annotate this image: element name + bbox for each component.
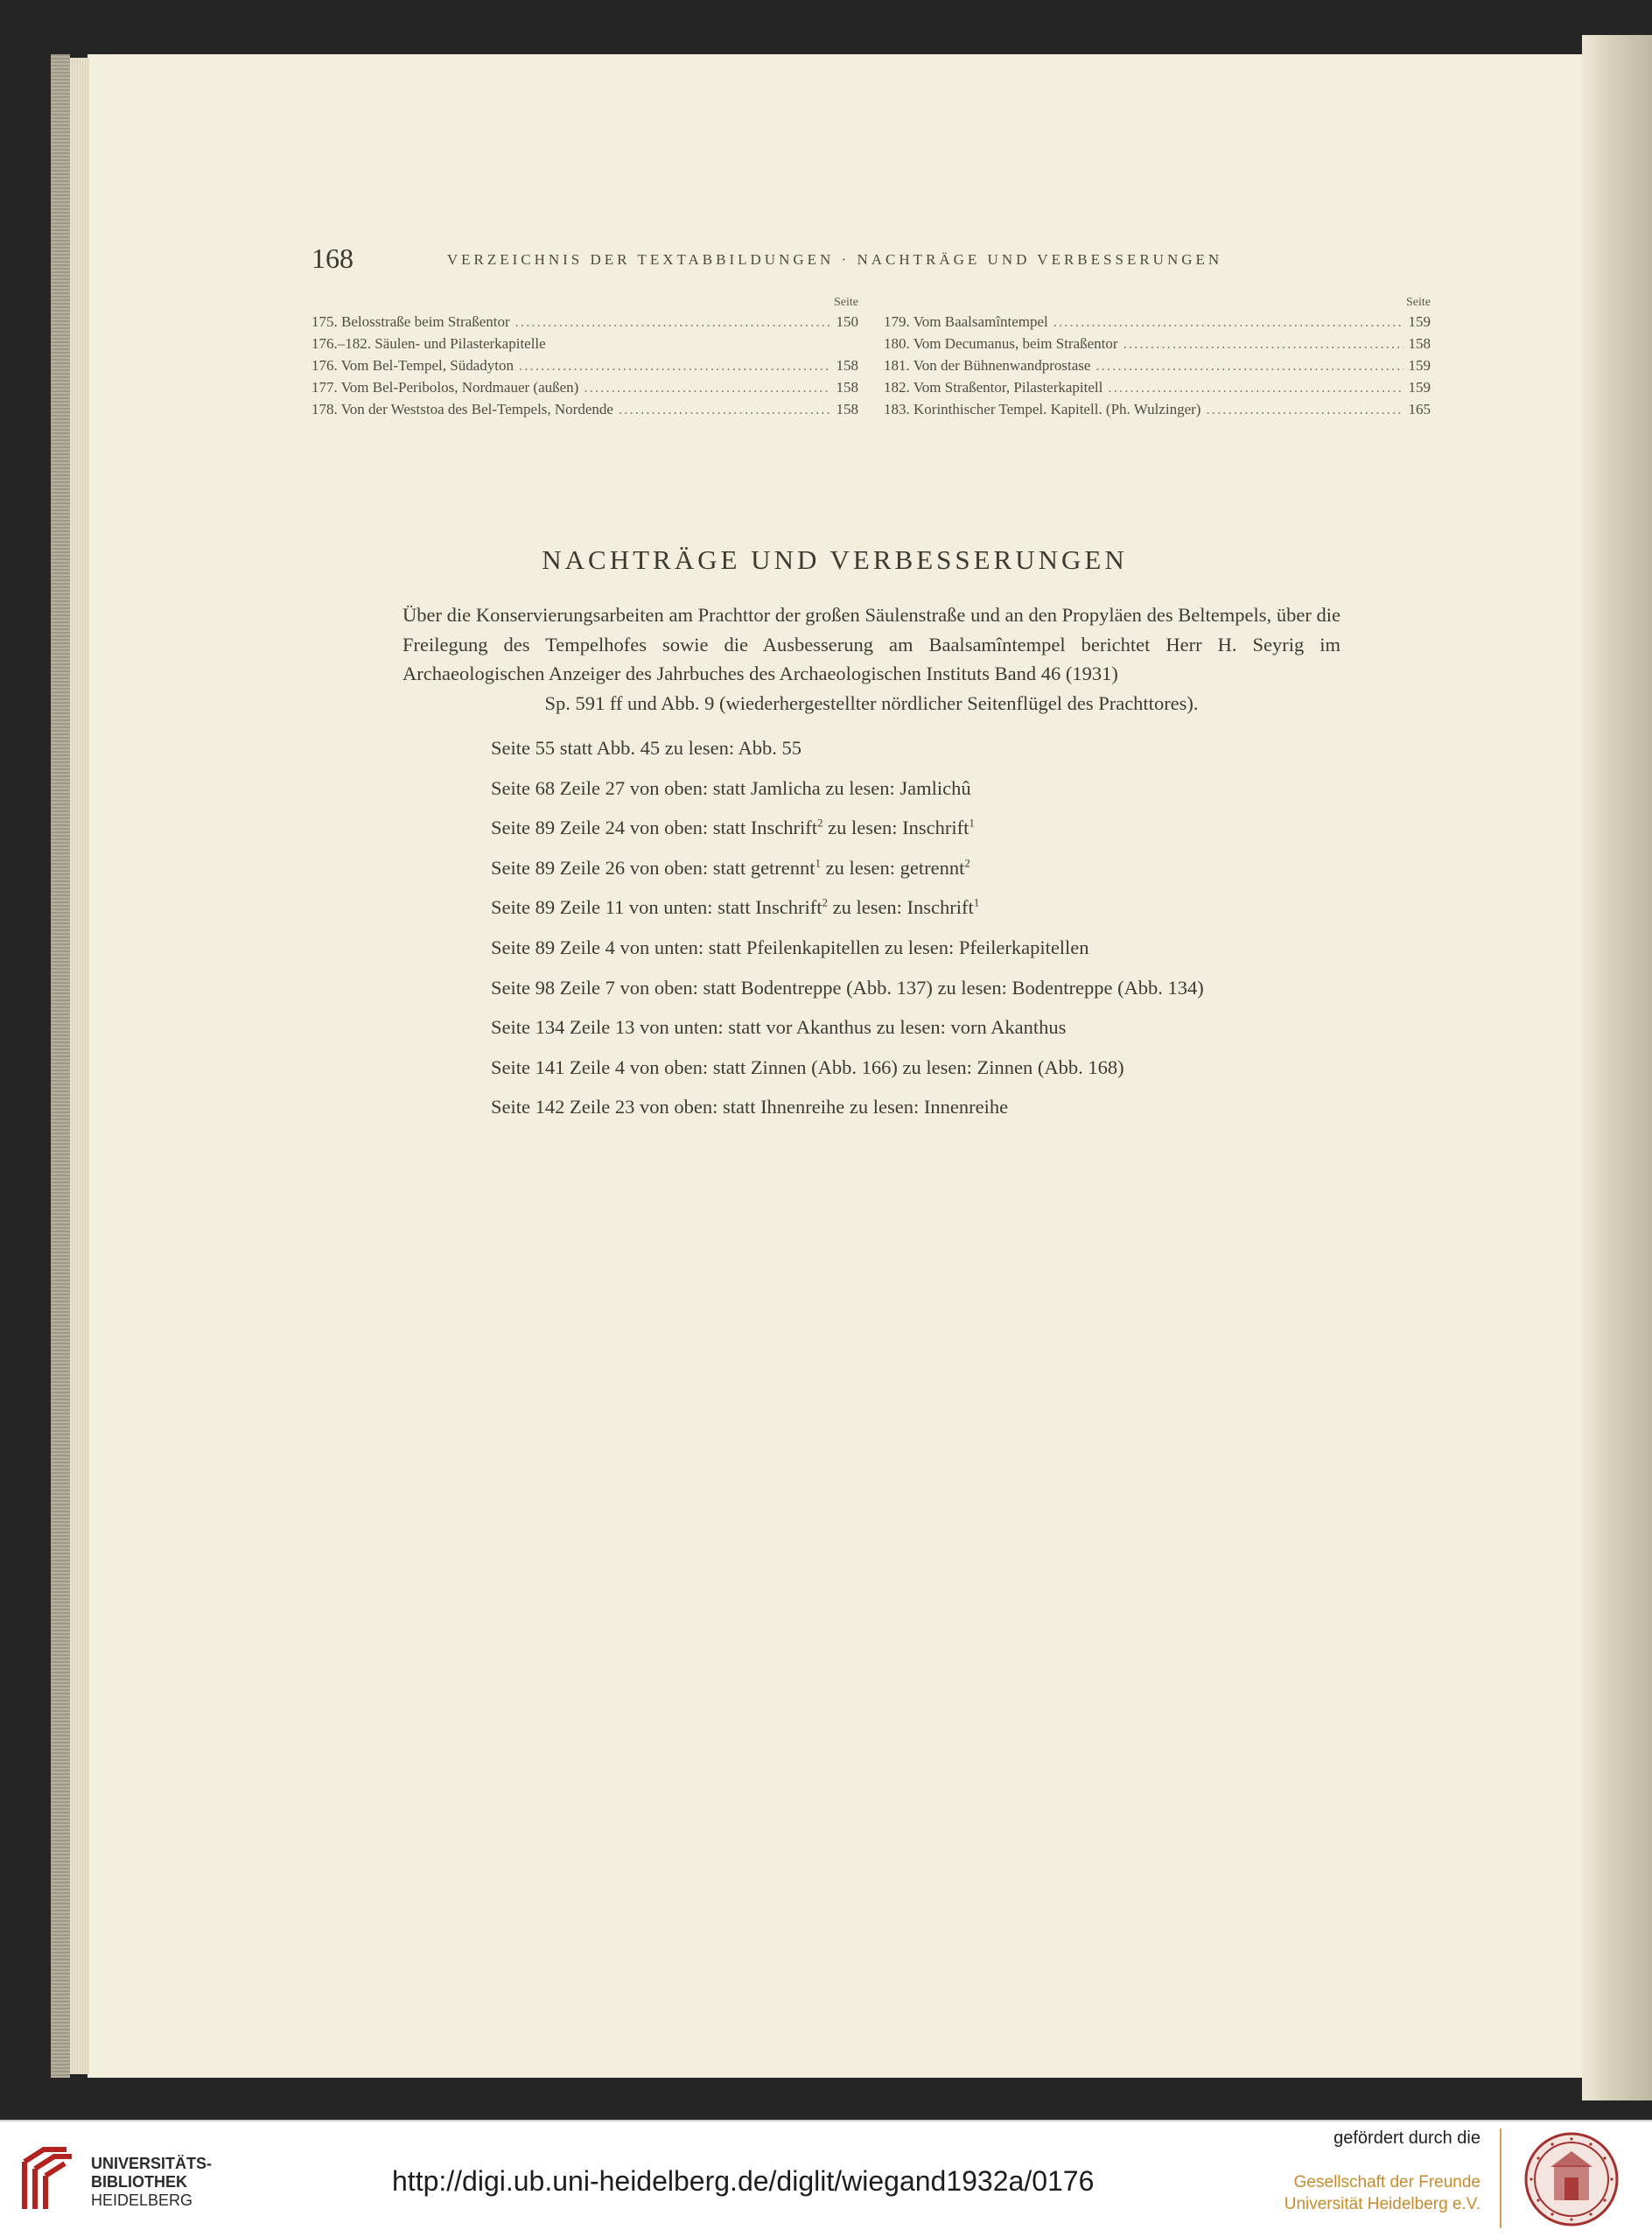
figure-entry: 176. Vom Bel-Tempel, Südadyton ..... 158 <box>312 357 858 379</box>
university-seal-icon[interactable] <box>1524 2132 1619 2226</box>
ub-heidelberg-logo-icon[interactable] <box>18 2144 79 2214</box>
figure-list-right <box>884 296 1431 423</box>
intro-last-line: Sp. 591 ff und Abb. 9 (wiederhergestellter nördlicher Seitenflügel des Prachttores). <box>544 691 1199 714</box>
figure-entry: 175. Belosstraße beim Straßentor ..... 150 <box>312 313 858 335</box>
sponsor-block[interactable] <box>1284 2128 1480 2215</box>
correction-item: Seite 68 Zeile 27 von oben: statt Jamlicha zu lesen: Jamlichû <box>491 776 971 799</box>
correction-item: Seite 89 Zeile 4 von unten: statt Pfeilenkapitellen zu lesen: Pfeilerkapitellen <box>491 936 1089 958</box>
sponsor-divider <box>1500 2128 1502 2228</box>
library-name[interactable]: UNIVERSITÄTS- BIBLIOTHEK HEIDELBERG <box>91 2155 213 2209</box>
correction-item: Seite 98 Zeile 7 von oben: statt Bodentreppe (Abb. 137) zu lesen: Bodentreppe (Abb. 134) <box>491 976 1204 999</box>
footer-divider <box>0 2120 1652 2121</box>
page-stack-left <box>70 58 89 2074</box>
figure-entry: 181. Von der Bühnenwandprostase ..... 159 <box>884 357 1431 379</box>
correction-item: Seite 89 Zeile 26 von oben: statt getrennt$^1$ zu lesen: getrennt$^2$ <box>491 856 970 879</box>
seite-column-label: Seite <box>1406 296 1431 309</box>
figure-entry: 179. Vom Baalsamîntempel ..... 159 <box>884 313 1431 335</box>
figure-list-left <box>312 296 858 423</box>
digitization-footer <box>0 2120 1652 2237</box>
section-heading: NACHTRÄGE UND VERBESSERUNGEN <box>542 544 1128 575</box>
correction-item: Seite 141 Zeile 4 von oben: statt Zinnen (Abb. 166) zu lesen: Zinnen (Abb. 168) <box>491 1055 1124 1078</box>
intro-paragraph <box>402 600 1340 718</box>
corrections-list <box>491 735 1366 1134</box>
seite-column-label: Seite <box>834 296 858 309</box>
figure-entry: 177. Vom Bel-Peribolos, Nordmauer (außen) ..... 158 <box>312 379 858 401</box>
figure-entry: 182. Vom Straßentor, Pilasterkapitell ..... 159 <box>884 379 1431 401</box>
page-stack-right <box>1582 35 1652 2100</box>
correction-item: Seite 89 Zeile 24 von oben: statt Inschrift$^2$ zu lesen: Inschrift$^1$ <box>491 816 975 839</box>
intro-text: Über die Konservierungsarbeiten am Prachttor der großen Säulenstraße und an den Propyläen des Beltempels, über die Freilegung des Tempelhofes sowie die Ausbesserung am Baalsamîntempel berichtet Herr H. Seyrig im Archaeologischen Anzeiger des Jahrbuches des Archaeologischen Instituts Band 46 (1931) <box>402 604 1340 684</box>
sponsor-name-line1: Gesellschaft der Freunde <box>1293 2173 1480 2191</box>
figure-entry: 183. Korinthischer Tempel. Kapitell. (Ph. Wulzinger) ..... 165 <box>884 401 1431 423</box>
sponsor-name-line2: Universität Heidelberg e.V. <box>1284 2195 1480 2213</box>
sponsor-by: gefördert durch die <box>1334 2128 1480 2148</box>
book-cover-edge <box>51 54 70 2078</box>
correction-item: Seite 142 Zeile 23 von oben: statt Ihnenreihe zu lesen: Innenreihe <box>491 1096 1009 1118</box>
correction-item: Seite 89 Zeile 11 von unten: statt Inschrift$^2$ zu lesen: Inschrift$^1$ <box>491 895 980 919</box>
figure-entry: 180. Vom Decumanus, beim Straßentor ..... 158 <box>884 335 1431 357</box>
correction-item: Seite 55 statt Abb. 45 zu lesen: Abb. 55 <box>491 737 802 759</box>
permalink-url[interactable]: http://digi.ub.uni-heidelberg.de/diglit/wiegand1932a/0176 <box>392 2165 1095 2197</box>
correction-item: Seite 134 Zeile 13 von unten: statt vor Akanthus zu lesen: vorn Akanthus <box>491 1016 1067 1039</box>
figure-entry: 176.–182. Säulen- und Pilasterkapitelle <box>312 335 546 352</box>
running-head-title: VERZEICHNIS DER TEXTABBILDUNGEN · NACHTRÄGE UND VERBESSERUNGEN <box>446 251 1223 268</box>
figure-entry: 178. Von der Weststoa des Bel-Tempels, Nordende ..... 158 <box>312 401 858 423</box>
page-number: 168 <box>312 242 354 274</box>
